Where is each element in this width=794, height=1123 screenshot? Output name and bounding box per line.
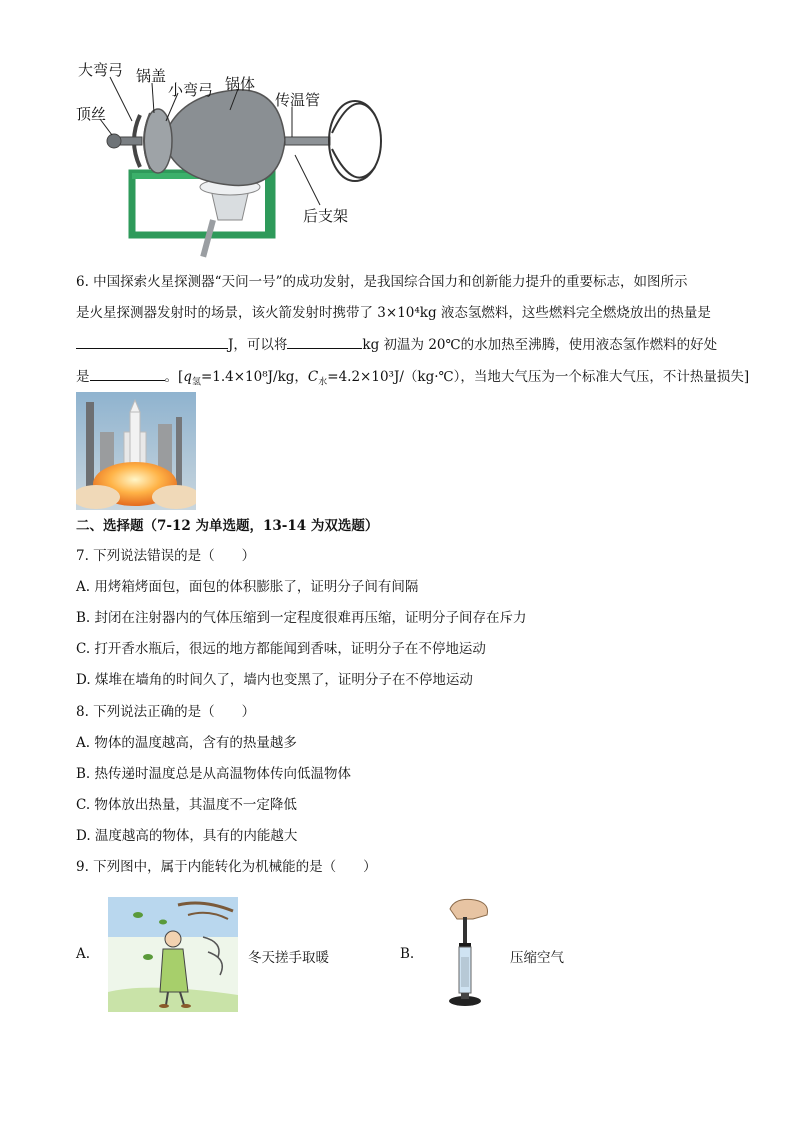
q9-option-a-letter[interactable]: A. — [76, 946, 91, 962]
rocket-launch-photo — [76, 392, 196, 510]
q8-option-c[interactable]: C. 物体放出热量，其温度不一定降低 — [76, 797, 297, 813]
air-pump-syringe-illustration — [435, 897, 495, 1012]
answer-blank-mass[interactable] — [287, 334, 362, 349]
answer-blank-advantage[interactable] — [90, 366, 165, 381]
label-top-wire: 顶丝 — [76, 105, 107, 123]
q6-line-3: J，可以将 kg 初温为 20℃的水加热至沸腾，使用液态氢作燃料的好处 — [76, 334, 717, 355]
label-big-bow: 大弯弓 — [78, 61, 124, 79]
rocket-launch-image — [76, 392, 196, 510]
q7-stem: 7. 下列说法错误的是（ ） — [76, 548, 256, 564]
q7-option-a[interactable]: A. 用烤箱烤面包，面包的体积膨胀了，证明分子间有间隔 — [76, 579, 419, 595]
q9-option-b-text[interactable]: 压缩空气 — [510, 950, 564, 966]
q9-option-b-image[interactable] — [435, 897, 495, 1012]
label-heat-pipe: 传温管 — [275, 91, 321, 109]
q9-option-a-image[interactable] — [108, 897, 238, 1012]
q8-stem: 8. 下列说法正确的是（ ） — [76, 704, 256, 720]
section-2-title: 二、选择题（7-12 为单选题，13-14 为双选题） — [76, 518, 379, 534]
answer-blank-heat[interactable] — [76, 334, 228, 349]
q8-option-a[interactable]: A. 物体的温度越高，含有的热量越多 — [76, 735, 297, 751]
q8-option-b[interactable]: B. 热传递时温度总是从高温物体传向低温物体 — [76, 766, 352, 782]
q9-stem: 9. 下列图中，属于内能转化为机械能的是（ ） — [76, 859, 377, 875]
q9-option-a-text[interactable]: 冬天搓手取暖 — [248, 950, 329, 966]
person-in-wind-illustration — [108, 897, 238, 1012]
q6-line-4: 是 。[$q_氢=1.4\times 10^8J/kg$，$C_水=4.2\times 10^3J/(kg\cdot℃)$，当地大气压为一个标准大气压，不计热量损失] — [76, 366, 749, 393]
q8-option-d[interactable]: D. 温度越高的物体，具有的内能越大 — [76, 828, 298, 844]
q6-line-1: 6. 中国探索火星探测器“天问一号”的成功发射，是我国综合国力和创新能力提升的重要标志，如图所示 — [76, 274, 688, 290]
q9-option-b-letter[interactable]: B. — [400, 946, 415, 962]
label-lid: 锅盖 — [136, 67, 167, 85]
q7-option-b[interactable]: B. 封闭在注射器内的气体压缩到一定程度很难再压缩，证明分子间存在斥力 — [76, 610, 527, 626]
label-rear-stand: 后支架 — [303, 207, 349, 225]
q7-option-c[interactable]: C. 打开香水瓶后，很远的地方都能闻到香味，证明分子在不停地运动 — [76, 641, 486, 657]
q7-option-d[interactable]: D. 煤堆在墙角的时间久了，墙内也变黑了，证明分子在不停地运动 — [76, 672, 473, 688]
label-body: 锅体 — [225, 75, 256, 93]
label-small-bow: 小弯弓 — [168, 81, 214, 99]
q6-line-2: 是火星探测器发射时的场景，该火箭发射时携带了 3×10⁴kg 液态氢燃料，这些燃料完全燃烧放出的热量是 — [76, 305, 711, 321]
pressure-cooker-figure — [70, 55, 400, 260]
